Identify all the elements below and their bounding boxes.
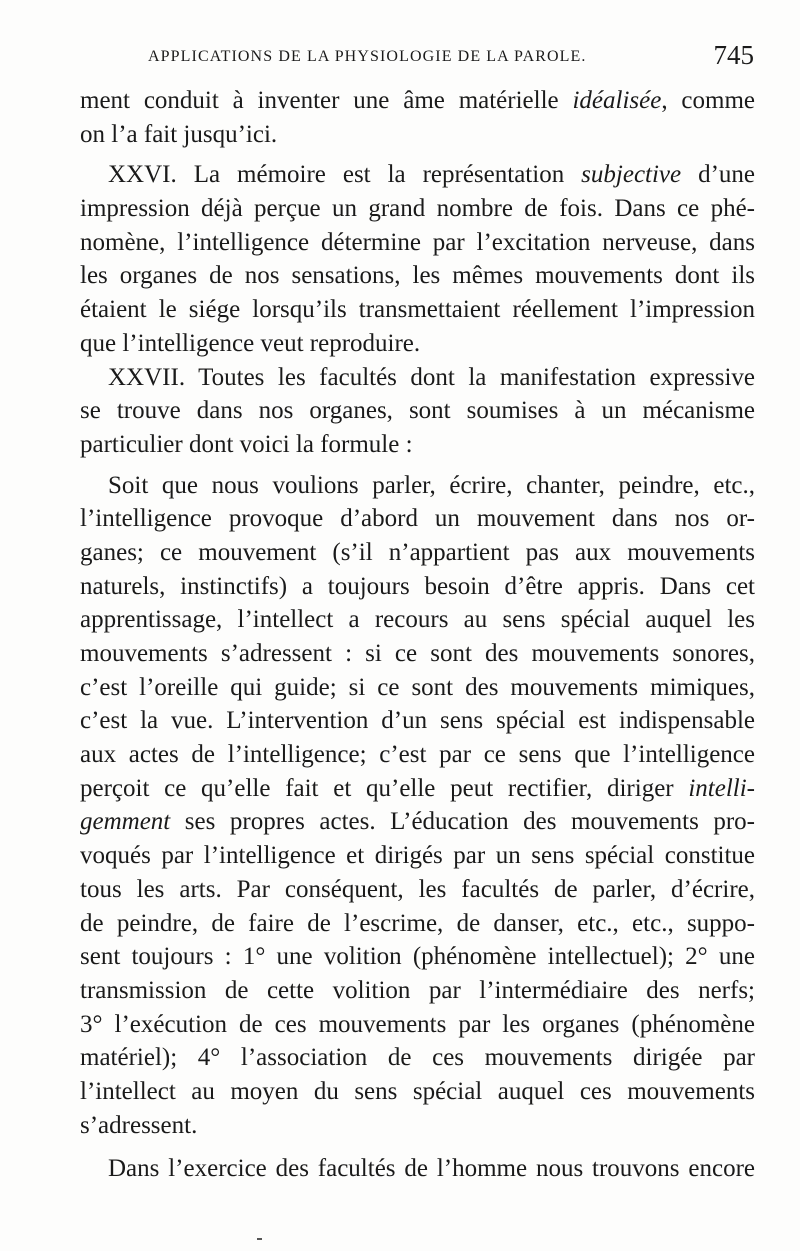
- page-number: 745: [713, 40, 754, 70]
- text-line: naturels, instinctifs) a toujours besoin d’être appris. Dans cet: [80, 572, 755, 600]
- running-head: [148, 40, 754, 72]
- text-line: gemment ses propres actes. L’éducation des mouvements pro-: [80, 808, 755, 836]
- text-line: on l’a fait jusqu’ici.: [80, 120, 278, 148]
- text-line: que l’intelligence veut reproduire.: [80, 329, 421, 357]
- text-line: matériel); 4° l’association de ces mouvements dirigée par: [80, 1044, 755, 1072]
- text-line: apprentissage, l’intellect a recours au sens spécial auquel les: [80, 606, 755, 634]
- section-xxvii-start: XXVII. Toutes les facultés dont la manifestation expressive: [108, 363, 755, 391]
- text-line: perçoit ce qu’elle fait et qu’elle peut rectifier, diriger intelli-: [80, 774, 755, 802]
- text-line: les organes de nos sensations, les mêmes mouvements dont ils: [80, 262, 755, 290]
- text-line: impression déjà perçue un grand nombre de fois. Dans ce phé-: [80, 195, 755, 223]
- text-line: étaient le siége lorsqu’ils transmettaient réellement l’impression: [80, 296, 755, 324]
- text-line: ment conduit à inventer une âme matérielle idéalisée, comme: [80, 87, 755, 114]
- text-line: voqués par l’intelligence et dirigés par un sens spécial constitue: [80, 842, 755, 870]
- text-line: s’adressent.: [80, 1111, 198, 1139]
- text-line: nomène, l’intelligence détermine par l’excitation nerveuse, dans: [80, 228, 755, 256]
- paragraph-start: Soit que nous voulions parler, écrire, chanter, peindre, etc.,: [108, 471, 755, 499]
- paragraph-start: Dans l’exercice des facultés de l’homme nous trouvons encore: [108, 1155, 755, 1183]
- text-line: sent toujours : 1° une volition (phénomène intellectuel); 2° une: [80, 943, 755, 971]
- text-line: se trouve dans nos organes, sont soumises à un mécanisme: [80, 397, 755, 425]
- print-mark: [257, 1238, 262, 1240]
- text-line: ganes; ce mouvement (s’il n’appartient pas aux mouvements: [80, 538, 755, 566]
- text-line: transmission de cette volition par l’intermédiaire des nerfs;: [80, 976, 755, 1004]
- text-line: tous les arts. Par conséquent, les facultés de parler, d’écrire,: [80, 875, 755, 903]
- body-text: [80, 84, 755, 1186]
- text-line: particulier dont voici la formule :: [80, 430, 413, 458]
- text-line: aux actes de l’intelligence; c’est par ce sens que l’intelligence: [80, 741, 755, 769]
- text-line: l’intellect au moyen du sens spécial auquel ces mouvements: [80, 1077, 755, 1105]
- running-title: APPLICATIONS DE LA PHYSIOLOGIE DE LA PAROLE.: [148, 48, 587, 65]
- text-line: l’intelligence provoque d’abord un mouvement dans nos or-: [80, 505, 755, 533]
- section-xxvi-start: XXVI. La mémoire est la représentation subjective d’une: [108, 161, 756, 189]
- text-line: 3° l’exécution de ces mouvements par les organes (phénomène: [80, 1010, 755, 1038]
- text-line: mouvements s’adressent : si ce sont des mouvements sonores,: [80, 640, 755, 667]
- text-line: de peindre, de faire de l’escrime, de danser, etc., etc., suppo-: [80, 909, 755, 937]
- text-line: c’est la vue. L’intervention d’un sens spécial est indispensable: [80, 707, 755, 735]
- text-line: c’est l’oreille qui guide; si ce sont des mouvements mimiques,: [80, 673, 755, 701]
